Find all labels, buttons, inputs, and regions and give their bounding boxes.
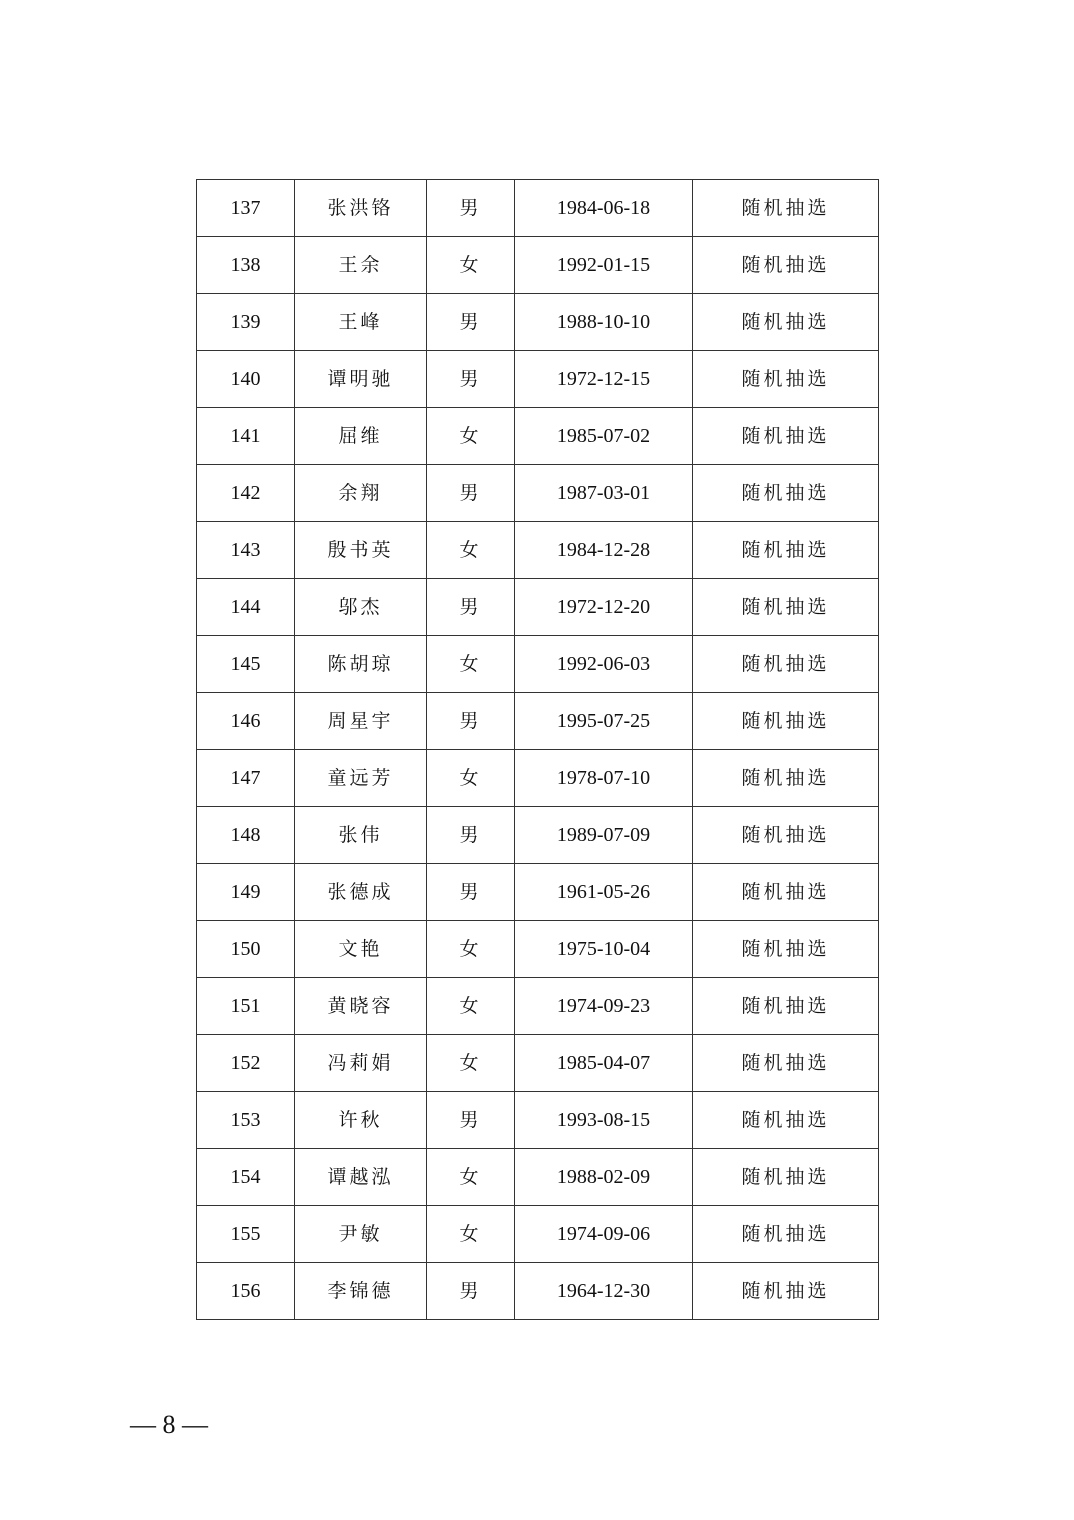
table-row — [197, 408, 879, 465]
cell-selection-method: 随机抽选 — [693, 1263, 879, 1320]
cell-selection-method: 随机抽选 — [693, 1092, 879, 1149]
cell-birth-date: 1985-04-07 — [515, 1035, 693, 1092]
table-row — [197, 351, 879, 408]
table-row — [197, 750, 879, 807]
table-row — [197, 522, 879, 579]
cell-selection-method: 随机抽选 — [693, 579, 879, 636]
cell-birth-date: 1985-07-02 — [515, 408, 693, 465]
cell-birth-date: 1992-01-15 — [515, 237, 693, 294]
cell-gender: 男 — [427, 1263, 515, 1320]
cell-name: 陈胡琼 — [295, 636, 427, 693]
cell-selection-method: 随机抽选 — [693, 465, 879, 522]
table-row — [197, 1263, 879, 1320]
cell-gender: 女 — [427, 1149, 515, 1206]
cell-birth-date: 1988-02-09 — [515, 1149, 693, 1206]
cell-number: 144 — [197, 579, 295, 636]
table-row — [197, 294, 879, 351]
cell-number: 141 — [197, 408, 295, 465]
cell-selection-method: 随机抽选 — [693, 1035, 879, 1092]
cell-selection-method: 随机抽选 — [693, 180, 879, 237]
table-row — [197, 1092, 879, 1149]
cell-selection-method: 随机抽选 — [693, 1206, 879, 1263]
table-row — [197, 921, 879, 978]
cell-gender: 女 — [427, 522, 515, 579]
cell-gender: 女 — [427, 978, 515, 1035]
cell-birth-date: 1984-12-28 — [515, 522, 693, 579]
cell-number: 148 — [197, 807, 295, 864]
page-number: — 8 — — [130, 1410, 208, 1439]
cell-selection-method: 随机抽选 — [693, 522, 879, 579]
table-row — [197, 465, 879, 522]
cell-gender: 女 — [427, 750, 515, 807]
cell-selection-method: 随机抽选 — [693, 864, 879, 921]
cell-name: 黄晓容 — [295, 978, 427, 1035]
cell-gender: 男 — [427, 807, 515, 864]
cell-gender: 男 — [427, 465, 515, 522]
cell-birth-date: 1961-05-26 — [515, 864, 693, 921]
cell-gender: 女 — [427, 1035, 515, 1092]
table-row — [197, 807, 879, 864]
cell-birth-date: 1989-07-09 — [515, 807, 693, 864]
cell-name: 王峰 — [295, 294, 427, 351]
cell-gender: 女 — [427, 237, 515, 294]
cell-birth-date: 1974-09-06 — [515, 1206, 693, 1263]
table-row — [197, 1149, 879, 1206]
cell-number: 139 — [197, 294, 295, 351]
table-row — [197, 1035, 879, 1092]
cell-number: 155 — [197, 1206, 295, 1263]
cell-name: 屈维 — [295, 408, 427, 465]
cell-selection-method: 随机抽选 — [693, 294, 879, 351]
table-row — [197, 636, 879, 693]
cell-birth-date: 1972-12-20 — [515, 579, 693, 636]
cell-name: 许秋 — [295, 1092, 427, 1149]
cell-birth-date: 1975-10-04 — [515, 921, 693, 978]
roster-table — [196, 179, 879, 1320]
cell-number: 149 — [197, 864, 295, 921]
table-row — [197, 864, 879, 921]
cell-name: 冯莉娟 — [295, 1035, 427, 1092]
cell-selection-method: 随机抽选 — [693, 807, 879, 864]
cell-name: 张洪铬 — [295, 180, 427, 237]
cell-gender: 女 — [427, 921, 515, 978]
cell-number: 151 — [197, 978, 295, 1035]
table-row — [197, 693, 879, 750]
cell-number: 140 — [197, 351, 295, 408]
cell-name: 尹敏 — [295, 1206, 427, 1263]
cell-gender: 男 — [427, 294, 515, 351]
cell-birth-date: 1978-07-10 — [515, 750, 693, 807]
cell-selection-method: 随机抽选 — [693, 351, 879, 408]
cell-birth-date: 1984-06-18 — [515, 180, 693, 237]
cell-number: 150 — [197, 921, 295, 978]
cell-selection-method: 随机抽选 — [693, 750, 879, 807]
cell-name: 周星宇 — [295, 693, 427, 750]
cell-gender: 男 — [427, 579, 515, 636]
cell-selection-method: 随机抽选 — [693, 921, 879, 978]
cell-birth-date: 1964-12-30 — [515, 1263, 693, 1320]
cell-name: 文艳 — [295, 921, 427, 978]
cell-name: 李锦德 — [295, 1263, 427, 1320]
cell-number: 137 — [197, 180, 295, 237]
cell-name: 殷书英 — [295, 522, 427, 579]
cell-birth-date: 1988-10-10 — [515, 294, 693, 351]
cell-gender: 女 — [427, 636, 515, 693]
cell-number: 138 — [197, 237, 295, 294]
cell-gender: 男 — [427, 351, 515, 408]
cell-number: 156 — [197, 1263, 295, 1320]
cell-number: 153 — [197, 1092, 295, 1149]
cell-selection-method: 随机抽选 — [693, 237, 879, 294]
cell-birth-date: 1992-06-03 — [515, 636, 693, 693]
table-row — [197, 180, 879, 237]
cell-name: 谭明驰 — [295, 351, 427, 408]
cell-gender: 女 — [427, 408, 515, 465]
cell-selection-method: 随机抽选 — [693, 636, 879, 693]
cell-gender: 女 — [427, 1206, 515, 1263]
cell-selection-method: 随机抽选 — [693, 693, 879, 750]
cell-selection-method: 随机抽选 — [693, 1149, 879, 1206]
cell-birth-date: 1974-09-23 — [515, 978, 693, 1035]
cell-name: 张伟 — [295, 807, 427, 864]
cell-gender: 男 — [427, 693, 515, 750]
table-row — [197, 1206, 879, 1263]
cell-gender: 男 — [427, 180, 515, 237]
cell-number: 143 — [197, 522, 295, 579]
cell-gender: 男 — [427, 864, 515, 921]
cell-birth-date: 1972-12-15 — [515, 351, 693, 408]
cell-gender: 男 — [427, 1092, 515, 1149]
table-row — [197, 579, 879, 636]
cell-number: 154 — [197, 1149, 295, 1206]
roster-table-body — [197, 180, 879, 1320]
cell-birth-date: 1993-08-15 — [515, 1092, 693, 1149]
cell-name: 谭越泓 — [295, 1149, 427, 1206]
cell-name: 王余 — [295, 237, 427, 294]
table-row — [197, 237, 879, 294]
cell-birth-date: 1995-07-25 — [515, 693, 693, 750]
cell-selection-method: 随机抽选 — [693, 408, 879, 465]
table-row — [197, 978, 879, 1035]
cell-number: 142 — [197, 465, 295, 522]
cell-name: 邬杰 — [295, 579, 427, 636]
cell-number: 146 — [197, 693, 295, 750]
cell-name: 童远芳 — [295, 750, 427, 807]
cell-name: 张德成 — [295, 864, 427, 921]
cell-name: 余翔 — [295, 465, 427, 522]
cell-selection-method: 随机抽选 — [693, 978, 879, 1035]
cell-number: 145 — [197, 636, 295, 693]
cell-number: 147 — [197, 750, 295, 807]
cell-birth-date: 1987-03-01 — [515, 465, 693, 522]
cell-number: 152 — [197, 1035, 295, 1092]
